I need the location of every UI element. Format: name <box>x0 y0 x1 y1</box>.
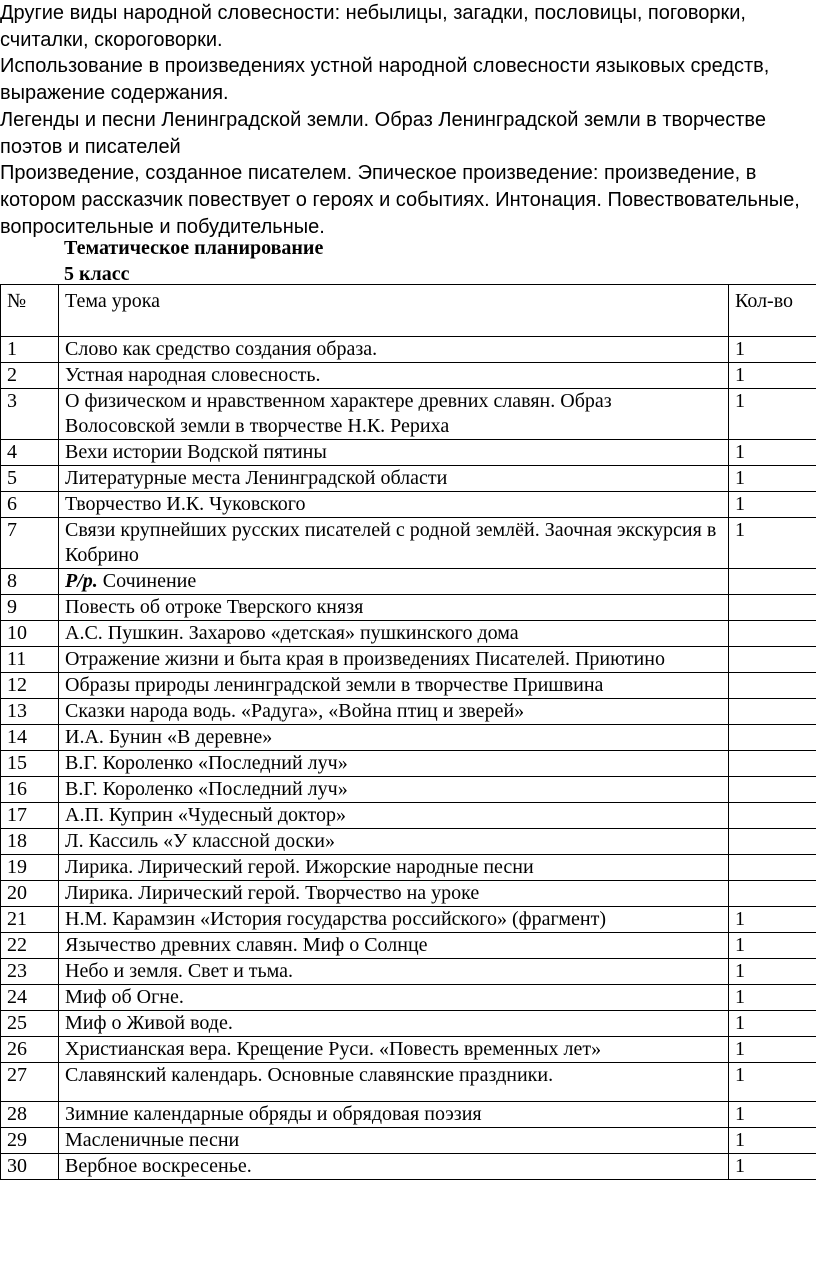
table-header-row <box>1 285 816 337</box>
row-topic: Творчество И.К. Чуковского <box>59 492 729 518</box>
row-quantity: 1 <box>729 363 816 389</box>
row-topic: Миф об Огне. <box>59 985 729 1011</box>
table-row <box>1 595 816 621</box>
row-topic: Зимние календарные обряды и обрядовая поэзия <box>59 1102 729 1128</box>
table-row <box>1 647 816 673</box>
row-topic: Л. Кассиль «У классной доски» <box>59 829 729 855</box>
table-row <box>1 725 816 751</box>
row-number: 19 <box>1 855 59 881</box>
row-number: 21 <box>1 907 59 933</box>
row-quantity <box>729 621 816 647</box>
table-row <box>1 337 816 363</box>
row-number: 26 <box>1 1037 59 1063</box>
row-topic: Миф о Живой воде. <box>59 1011 729 1037</box>
table-row <box>1 492 816 518</box>
row-number: 28 <box>1 1102 59 1128</box>
row-topic: Христианская вера. Крещение Руси. «Повесть временных лет» <box>59 1037 729 1063</box>
row-topic-text: Сочинение <box>102 570 197 592</box>
row-number: 30 <box>1 1154 59 1180</box>
intro-paragraph: Другие виды народной словесности: небылицы, загадки, пословицы, поговорки, считалки, скороговорки. <box>0 2 746 51</box>
row-quantity <box>729 881 816 907</box>
row-number: 22 <box>1 933 59 959</box>
row-topic: Отражение жизни и быта края в произведениях Писателей. Приютино <box>59 647 729 673</box>
table-row <box>1 1037 816 1063</box>
intro-text <box>0 0 810 240</box>
row-topic: Язычество древних славян. Миф о Солнце <box>59 933 729 959</box>
row-quantity <box>729 777 816 803</box>
table-row <box>1 855 816 881</box>
row-number: 5 <box>1 466 59 492</box>
row-quantity: 1 <box>729 518 816 569</box>
grade-label: 5 класс <box>64 263 130 285</box>
table-row <box>1 959 816 985</box>
table-row <box>1 829 816 855</box>
table-row <box>1 1154 816 1180</box>
row-topic: И.А. Бунин «В деревне» <box>59 725 729 751</box>
row-quantity <box>729 595 816 621</box>
row-topic: В.Г. Короленко «Последний луч» <box>59 751 729 777</box>
row-quantity <box>729 803 816 829</box>
table-row <box>1 569 816 595</box>
row-quantity: 1 <box>729 492 816 518</box>
speech-development-prefix: Р/р. <box>65 570 98 592</box>
table-row <box>1 933 816 959</box>
row-number: 13 <box>1 699 59 725</box>
row-quantity: 1 <box>729 1011 816 1037</box>
table-row <box>1 985 816 1011</box>
row-quantity <box>729 673 816 699</box>
row-topic: Вехи истории Водской пятины <box>59 440 729 466</box>
row-number: 4 <box>1 440 59 466</box>
table-row <box>1 518 816 569</box>
table-row <box>1 466 816 492</box>
row-number: 3 <box>1 389 59 440</box>
row-quantity: 1 <box>729 959 816 985</box>
row-number: 6 <box>1 492 59 518</box>
row-topic: Небо и земля. Свет и тьма. <box>59 959 729 985</box>
intro-paragraph: Легенды и песни Ленинградской земли. Образ Ленинградской земли в творчестве поэтов и писателей <box>0 108 766 158</box>
row-number: 20 <box>1 881 59 907</box>
row-quantity: 1 <box>729 389 816 440</box>
row-topic: Связи крупнейших русских писателей с родной землёй. Заочная экскурсия в Кобрино <box>59 518 729 569</box>
header-topic: Тема урока <box>59 285 729 337</box>
row-quantity: 1 <box>729 1128 816 1154</box>
row-number: 16 <box>1 777 59 803</box>
row-number: 10 <box>1 621 59 647</box>
header-quantity: Кол-во <box>729 285 816 337</box>
row-topic: Лирика. Лирический герой. Творчество на уроке <box>59 881 729 907</box>
table-row <box>1 440 816 466</box>
row-quantity <box>729 829 816 855</box>
row-topic: Масленичные песни <box>59 1128 729 1154</box>
row-quantity: 1 <box>729 466 816 492</box>
row-quantity: 1 <box>729 1037 816 1063</box>
row-number: 15 <box>1 751 59 777</box>
row-topic: Лирика. Лирический герой. Ижорские народные песни <box>59 855 729 881</box>
table-row <box>1 751 816 777</box>
row-topic: А.С. Пушкин. Захарово «детская» пушкинского дома <box>59 621 729 647</box>
row-number: 9 <box>1 595 59 621</box>
row-quantity: 1 <box>729 440 816 466</box>
row-number: 12 <box>1 673 59 699</box>
table-row <box>1 777 816 803</box>
row-quantity <box>729 751 816 777</box>
row-quantity <box>729 855 816 881</box>
table-row <box>1 803 816 829</box>
row-topic: Н.М. Карамзин «История государства российского» (фрагмент) <box>59 907 729 933</box>
row-topic: Сказки народа водь. «Радуга», «Война птиц и зверей» <box>59 699 729 725</box>
table-row <box>1 673 816 699</box>
table-row <box>1 881 816 907</box>
row-quantity: 1 <box>729 1102 816 1128</box>
row-quantity <box>729 569 816 595</box>
row-quantity <box>729 699 816 725</box>
row-quantity: 1 <box>729 337 816 363</box>
table-row <box>1 363 816 389</box>
row-topic: Образы природы ленинградской земли в творчестве Пришвина <box>59 673 729 699</box>
row-topic: Устная народная словесность. <box>59 363 729 389</box>
row-number: 27 <box>1 1063 59 1102</box>
row-topic: О физическом и нравственном характере древних славян. Образ Волосовской земли в творчестве Н.К. Рериха <box>59 389 729 440</box>
table-row <box>1 699 816 725</box>
row-number: 17 <box>1 803 59 829</box>
row-number: 11 <box>1 647 59 673</box>
row-quantity: 1 <box>729 985 816 1011</box>
row-number: 25 <box>1 1011 59 1037</box>
table-row <box>1 1063 816 1102</box>
table-row <box>1 1011 816 1037</box>
row-quantity: 1 <box>729 1154 816 1180</box>
row-number: 29 <box>1 1128 59 1154</box>
table-row <box>1 1102 816 1128</box>
row-topic: Вербное воскресенье. <box>59 1154 729 1180</box>
row-topic: Славянский календарь. Основные славянские праздники. <box>59 1063 729 1102</box>
row-number: 2 <box>1 363 59 389</box>
row-quantity: 1 <box>729 907 816 933</box>
row-topic: В.Г. Короленко «Последний луч» <box>59 777 729 803</box>
row-number: 8 <box>1 569 59 595</box>
lesson-plan-table <box>0 284 816 1180</box>
row-number: 24 <box>1 985 59 1011</box>
header-number: № <box>1 285 59 337</box>
table-row <box>1 621 816 647</box>
row-number: 23 <box>1 959 59 985</box>
section-title: Тематическое планирование <box>64 237 324 259</box>
row-topic: Повесть об отроке Тверского князя <box>59 595 729 621</box>
row-number: 7 <box>1 518 59 569</box>
table-row <box>1 389 816 440</box>
row-quantity <box>729 725 816 751</box>
table-row <box>1 1128 816 1154</box>
row-topic: А.П. Куприн «Чудесный доктор» <box>59 803 729 829</box>
intro-paragraph: Произведение, созданное писателем. Эпическое произведение: произведение, в котором рассказчик повествует о героях и событиях. Интонация. Повествовательные, вопросительные и побудительные. <box>0 162 800 238</box>
table-row <box>1 907 816 933</box>
row-topic: Слово как средство создания образа. <box>59 337 729 363</box>
row-quantity: 1 <box>729 1063 816 1102</box>
intro-paragraph: Использование в произведениях устной народной словесности языковых средств, выражение содержания. <box>0 55 770 105</box>
row-quantity <box>729 647 816 673</box>
row-quantity: 1 <box>729 933 816 959</box>
row-topic <box>59 569 729 595</box>
row-topic: Литературные места Ленинградской области <box>59 466 729 492</box>
row-number: 1 <box>1 337 59 363</box>
row-number: 18 <box>1 829 59 855</box>
row-number: 14 <box>1 725 59 751</box>
table-body <box>1 337 816 1180</box>
